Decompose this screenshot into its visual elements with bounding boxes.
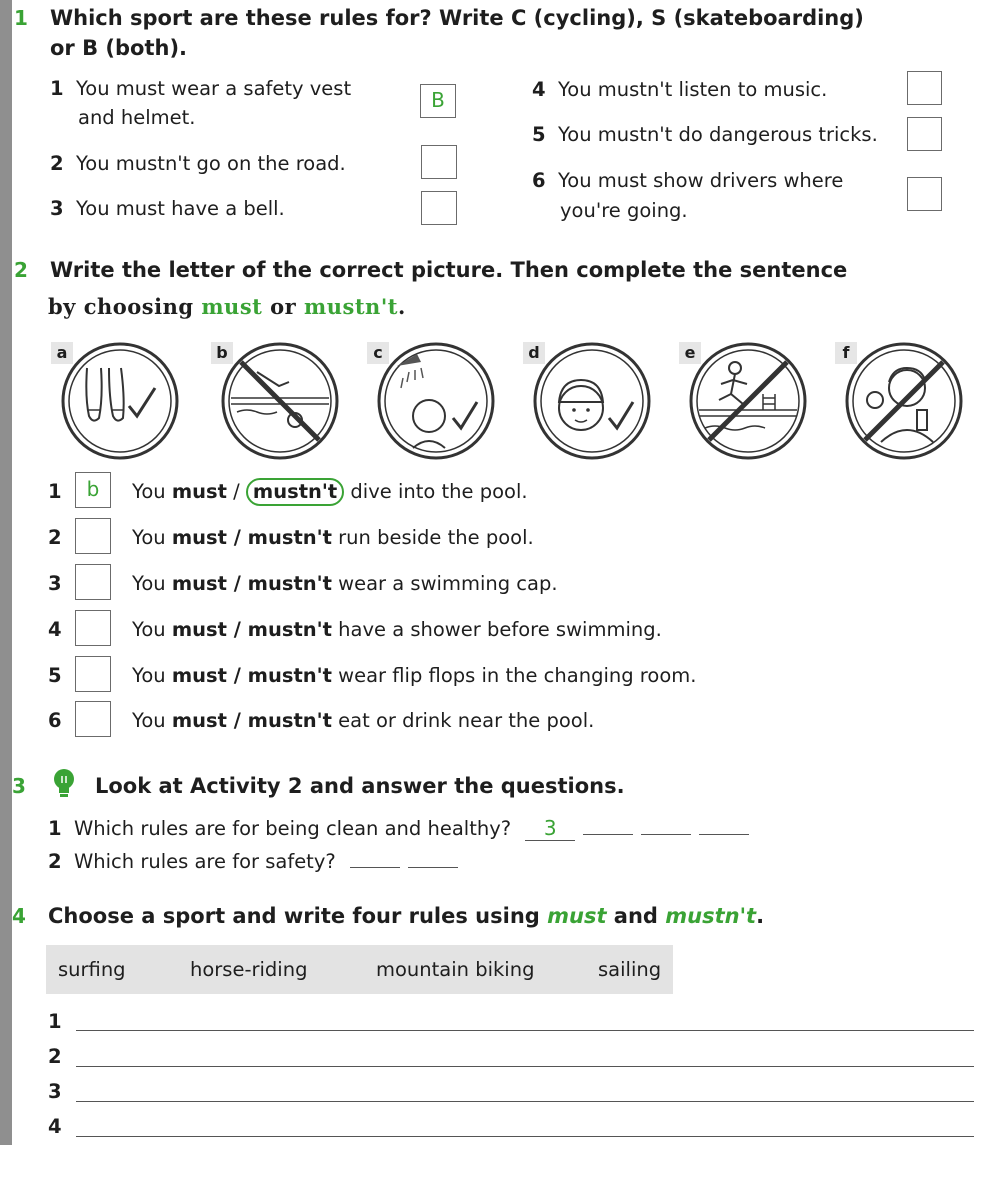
picture-label: b [211,342,233,364]
title-mustnt: mustn't [304,294,398,319]
answer-box-5[interactable] [907,117,942,151]
item-text-line2: and helmet. [78,106,196,129]
title-text: . [397,294,406,319]
activity-4-number: 4 [12,904,26,928]
question-text: Which rules are for being clean and healthy? [73,817,512,840]
option-must[interactable]: must [171,526,227,549]
picture-label: d [523,342,545,364]
title-text: and [606,904,666,928]
item-text: You mustn't go on the road. [75,152,346,175]
slash: / [226,618,248,641]
question-number: 2 [48,850,62,873]
word-bank-item: surfing [58,958,126,981]
activity-1-item [532,123,878,146]
title-mustnt: mustn't [665,904,757,928]
answer-box-2[interactable] [421,145,457,179]
picture-letter-box-2[interactable] [75,518,111,554]
answer-blank-1[interactable]: 3 [525,816,575,841]
activity-1-title-line2: or B (both). [50,36,188,60]
answer-blank[interactable] [350,867,400,868]
item-number: 5 [532,123,546,146]
title-must: must [547,904,607,928]
title-text: or [262,294,305,319]
question-text: Which rules are for safety? [73,850,336,873]
sentence-number: 4 [48,618,62,641]
picture-a [57,338,183,464]
title-text: . [756,904,765,928]
option-mustnt[interactable]: mustn't [247,572,332,595]
picture-letter-box-4[interactable] [75,610,111,646]
sentence [132,618,662,641]
sentence-number: 1 [48,480,62,503]
picture-label: f [835,342,857,364]
sentence-rest: dive into the pool. [344,480,528,503]
option-mustnt[interactable]: mustn't [247,709,332,732]
title-text: Choose a sport and write four rules using [48,904,548,928]
slash: / [226,572,248,595]
option-must[interactable]: must [171,664,227,687]
sentence-you: You [132,664,172,687]
sentence-rest: wear flip flops in the changing room. [331,664,697,687]
sentence-number: 6 [48,709,62,732]
line-number: 1 [48,1010,62,1033]
sentence [132,572,558,595]
item-text-line2: you're going. [560,199,688,222]
sentence-rest: eat or drink near the pool. [331,709,595,732]
item-number: 2 [50,152,64,175]
running-prohibited-icon [685,338,811,464]
writing-line-3[interactable] [76,1101,974,1102]
picture-label: e [679,342,701,364]
slash: / [226,709,248,732]
line-number: 3 [48,1080,62,1103]
word-bank-item: sailing [598,958,662,981]
sentence-you: You [132,709,172,732]
activity-4-title [48,904,764,928]
activity-1-title: Which sport are these rules for? Write C (cycling), S (skateboarding) [50,6,864,30]
activity-1-item [50,152,346,175]
picture-e [685,338,811,464]
sentence-you: You [132,526,172,549]
option-must[interactable]: must [171,572,227,595]
activity-1-item [532,169,843,192]
sentence-number: 3 [48,572,62,595]
sentence-number: 2 [48,526,62,549]
item-text: You must have a bell. [75,197,285,220]
sentence [132,478,528,506]
answer-blank[interactable] [408,867,458,868]
word-bank [46,945,673,994]
slash: / [226,480,246,503]
item-number: 4 [532,78,546,101]
title-text: by choosing [48,294,202,319]
sentence-rest: run beside the pool. [331,526,534,549]
slash: / [226,664,248,687]
item-text: You mustn't listen to music. [557,78,828,101]
sentence-you: You [132,480,172,503]
option-mustnt[interactable]: mustn't [247,664,332,687]
flip-flops-icon [57,338,183,464]
shower-icon [373,338,499,464]
picture-letter-box-3[interactable] [75,564,111,600]
activity-3-title: Look at Activity 2 and answer the questions. [95,774,625,798]
option-mustnt[interactable]: mustn't [247,526,332,549]
answer-blank[interactable] [699,834,749,835]
sentence [132,709,594,732]
writing-line-4[interactable] [76,1136,974,1137]
picture-f [841,338,967,464]
picture-letter-box-5[interactable] [75,656,111,692]
answer-blank[interactable] [583,834,633,835]
picture-label: a [51,342,73,364]
item-number: 6 [532,169,546,192]
picture-letter-box-1[interactable]: b [75,472,111,508]
activity-1-number: 1 [14,6,28,30]
question-number: 1 [48,817,62,840]
writing-line-2[interactable] [76,1066,974,1067]
activity-1-item [532,78,827,101]
sentence-you: You [132,618,172,641]
picture-letter-box-6[interactable] [75,701,111,737]
activity-3-number: 3 [12,774,26,798]
sentence [132,526,534,549]
picture-c [373,338,499,464]
line-number: 4 [48,1115,62,1138]
option-mustnt-circled[interactable]: mustn't [246,478,344,506]
item-text: You mustn't do dangerous tricks. [557,123,878,146]
answer-box-1[interactable]: B [420,84,456,118]
option-must[interactable]: must [171,618,227,641]
activity-1-item [50,77,351,100]
answer-blank[interactable] [641,834,691,835]
sentence-number: 5 [48,664,62,687]
item-text: You must wear a safety vest [75,77,352,100]
answer-box-4[interactable] [907,71,942,105]
item-number: 3 [50,197,64,220]
sentence-rest: have a shower before swimming. [331,618,662,641]
option-mustnt[interactable]: mustn't [247,618,332,641]
answer-box-6[interactable] [907,177,942,211]
activity-2-title: Write the letter of the correct picture. Then complete the sentence [50,258,848,282]
eating-prohibited-icon [841,338,967,464]
sentence-you: You [132,572,172,595]
option-must[interactable]: must [171,480,227,503]
activity-2-sentences [0,472,1000,752]
activity-2-number: 2 [14,258,28,282]
answer-box-3[interactable] [421,191,457,225]
swimming-cap-icon [529,338,655,464]
picture-b [217,338,343,464]
item-text: You must show drivers where [557,169,844,192]
line-number: 2 [48,1045,62,1068]
diving-prohibited-icon [217,338,343,464]
activity-1-item [50,197,285,220]
activity-2-title-line2 [48,294,406,319]
word-bank-item: horse-riding [190,958,308,981]
word-bank-item: mountain biking [376,958,535,981]
sentence [132,664,696,687]
title-must: must [201,294,263,319]
activity-3-question-2 [48,850,458,873]
slash: / [226,526,248,549]
picture-label: c [367,342,389,364]
lightbulb-icon [52,768,76,800]
picture-d [529,338,655,464]
activity-3-question-1 [48,816,749,841]
option-must[interactable]: must [171,709,227,732]
sentence-rest: wear a swimming cap. [331,572,558,595]
writing-line-1[interactable] [76,1030,974,1031]
item-number: 1 [50,77,64,100]
